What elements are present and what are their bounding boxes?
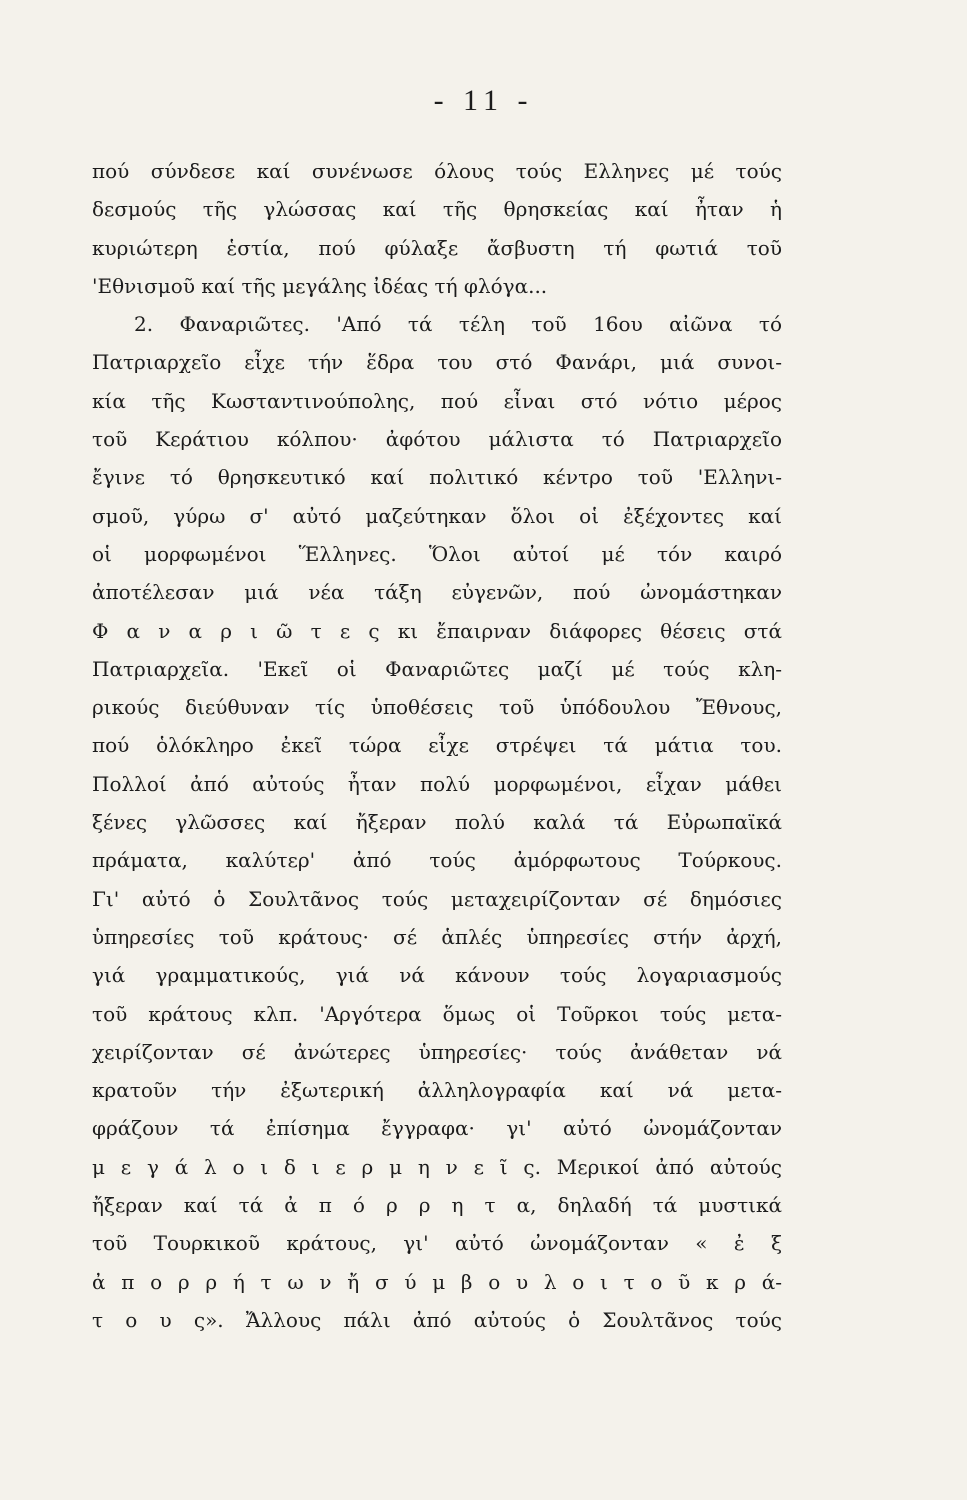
section-heading-line: 2. Φαναριῶτες. 'Από τά τέλη τοῦ 16ου αἰῶνα τό	[134, 312, 782, 337]
text-line: κυριώτερη ἑστία, πού φύλαξε ἄσβυστη τή φωτιά τοῦ	[92, 235, 782, 260]
text-line: μ ε γ ά λ ο ι δ ι ε ρ μ η ν ε ῖ ς. Μερικοί ἀπό αὐτούς	[92, 1154, 782, 1179]
text-line: τ ο υ ς». Ἄλλους πάλι ἀπό αὐτούς ὁ Σουλτᾶνος τούς	[92, 1307, 782, 1332]
text-line: χειρίζονταν σέ ἀνώτερες ὑπηρεσίες· τούς ἀνάθεταν νά	[92, 1039, 782, 1064]
text-line: κρατοῦν τήν ἐξωτερική ἀλληλογραφία καί νά μετα-	[92, 1078, 782, 1103]
text-line: Φ α ν α ρ ι ῶ τ ε ς κι ἔπαιρναν διάφορες θέσεις στά	[92, 618, 782, 643]
text-line: Πολλοί ἀπό αὐτούς ἦταν πολύ μορφωμένοι, εἶχαν μάθει	[92, 771, 782, 796]
text-line: ρικούς διεύθυναν τίς ὑποθέσεις τοῦ ὑπόδουλου Ἔθνους,	[92, 695, 782, 720]
text-line: οἱ μορφωμένοι Ἕλληνες. Ὅλοι αὐτοί μέ τόν καιρό	[92, 541, 782, 566]
text-line: Πατριαρχεῖα. 'Εκεῖ οἱ Φαναριῶτες μαζί μέ τούς κλη-	[92, 656, 782, 681]
text-line: πού ὁλόκληρο ἐκεῖ τώρα εἶχε στρέψει τά μάτια του.	[92, 733, 782, 758]
page-text	[92, 152, 782, 1339]
text-line: 'Εθνισμοῦ καί τῆς μεγάλης ἰδέας τή φλόγα...	[92, 273, 548, 298]
text-line: γιά γραμματικούς, γιά νά κάνουν τούς λογαριασμούς	[92, 963, 782, 988]
text-line: σμοῦ, γύρω σ' αὐτό μαζεύτηκαν ὅλοι οἱ ἐξέχοντες καί	[92, 503, 782, 528]
text-line: ξένες γλῶσσες καί ἤξεραν πολύ καλά τά Εὐρωπαϊκά	[92, 810, 782, 835]
text-line: Πατριαρχεῖο εἶχε τήν ἕδρα του στό Φανάρι, μιά συνοι-	[92, 350, 782, 375]
text-line: ἀ π ο ρ ρ ή τ ω ν ἤ σ ύ μ β ο υ λ ο ι τ ο ῦ κ ρ ά-	[92, 1269, 782, 1294]
page-number: - 11 -	[433, 84, 534, 117]
text-line: τοῦ Κεράτιου κόλπου· ἀφότου μάλιστα τό Πατριαρχεῖο	[92, 427, 782, 452]
text-line: τοῦ Τουρκικοῦ κράτους, γι' αὐτό ὠνομάζονταν « ἐ ξ	[92, 1231, 782, 1256]
text-line: φράζουν τά ἐπίσημα ἔγγραφα· γι' αὐτό ὠνομάζονταν	[92, 1116, 782, 1141]
text-line: δεσμούς τῆς γλώσσας καί τῆς θρησκείας καί ἦταν ἡ	[92, 197, 782, 222]
text-line: ἔγινε τό θρησκευτικό καί πολιτικό κέντρο τοῦ 'Ελληνι-	[92, 465, 782, 490]
text-line: ἤξεραν καί τά ἀ π ό ρ ρ η τ α, δηλαδή τά μυστικά	[92, 1193, 782, 1218]
text-line: πράματα, καλύτερ' ἀπό τούς ἀμόρφωτους Τούρκους.	[92, 848, 782, 873]
text-line: ἀποτέλεσαν μιά νέα τάξη εὐγενῶν, πού ὠνομάστηκαν	[92, 580, 782, 605]
text-line: κία τῆς Κωσταντινούπολης, πού εἶναι στό νότιο μέρος	[92, 388, 782, 413]
text-line: πού σύνδεσε καί συνένωσε όλους τούς Ελληνες μέ τούς	[92, 159, 782, 183]
text-line: τοῦ κράτους κλπ. 'Αργότερα ὅμως οἱ Τοῦρκοι τούς μετα-	[92, 1001, 782, 1026]
text-line: Γι' αὐτό ὁ Σουλτᾶνος τούς μεταχειρίζονταν σέ δημόσιες	[92, 886, 782, 911]
text-line: ὑπηρεσίες τοῦ κράτους· σέ ἁπλές ὑπηρεσίες στήν ἀρχή,	[92, 924, 782, 949]
